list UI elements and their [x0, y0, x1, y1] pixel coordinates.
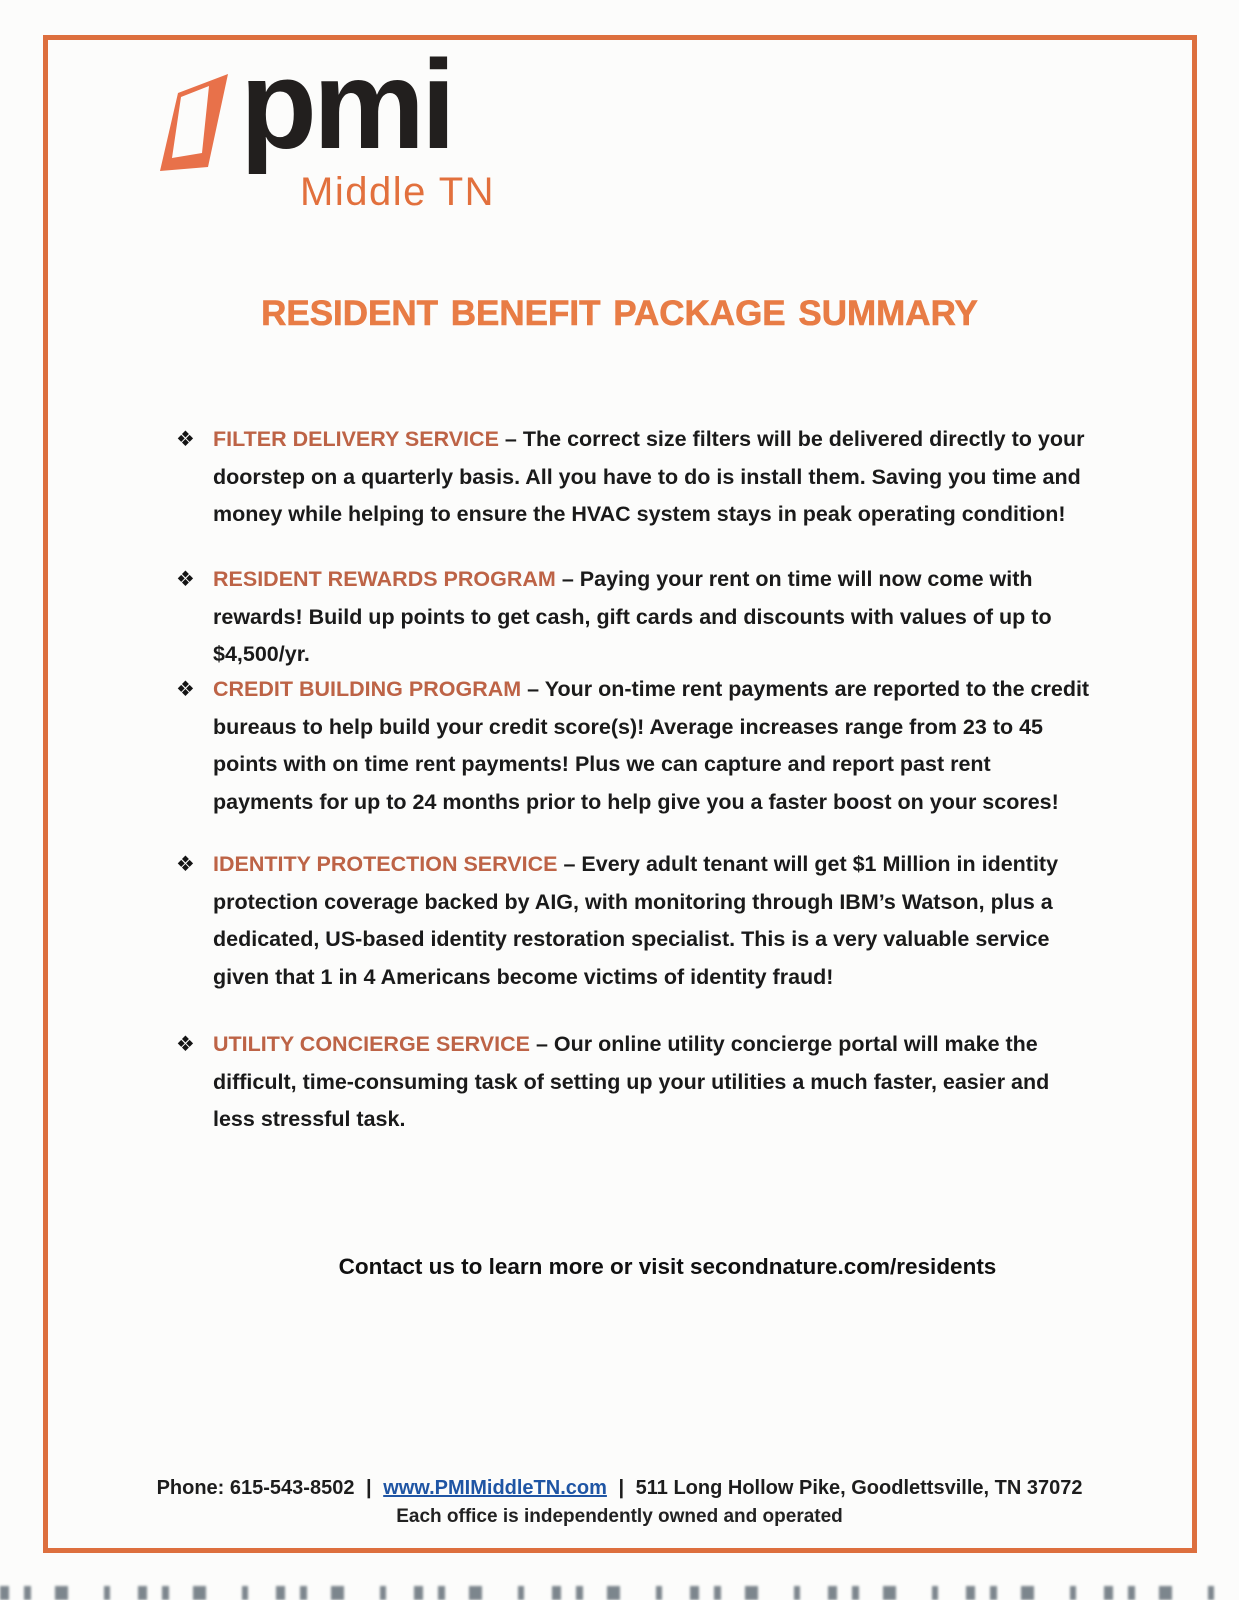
benefit-text: [213, 846, 1092, 996]
diamond-bullet-icon: ❖: [176, 1033, 195, 1056]
pmi-flag-logo-icon: [156, 68, 246, 178]
benefit-item-filter-delivery: [176, 421, 1092, 534]
benefit-heading: IDENTITY PROTECTION SERVICE: [213, 852, 558, 876]
contact-line: Contact us to learn more or visit secondnature.com/residents: [338, 1254, 997, 1279]
benefit-body: Every adult tenant will get $1 Million in identity protection coverage backed by AIG, with monitoring through IBM’s Watson, plus a dedicated, US-based identity restoration specialist. This is a very valuable service given that 1 in 4 Americans become victims of identity fraud!: [213, 852, 1059, 989]
benefit-text: [213, 561, 1092, 674]
benefit-text: [213, 671, 1092, 821]
brand-name: pmi: [240, 34, 453, 175]
benefit-body: The correct size filters will be delivered directly to your doorstep on a quarterly basis. All you have to do is install them. Saving you time and money while helping to ensure the HVAC system stays in peak operating condition!: [213, 427, 1085, 526]
benefit-heading: UTILITY CONCIERGE SERVICE: [213, 1032, 530, 1056]
benefit-item-credit-building: [176, 671, 1092, 821]
dash-separator: –: [504, 427, 517, 451]
footer-contact-row: [0, 1477, 1239, 1500]
benefit-text: [213, 421, 1092, 534]
diamond-bullet-icon: ❖: [176, 428, 195, 451]
benefit-heading: CREDIT BUILDING PROGRAM: [213, 677, 522, 701]
document-title: RESIDENT BENEFIT PACKAGE SUMMARY: [261, 294, 978, 333]
diamond-bullet-icon: ❖: [176, 568, 195, 591]
footer-tagline: Each office is independently owned and operated: [396, 1506, 843, 1527]
scan-edge-artifact: [0, 1586, 1239, 1600]
benefit-text: [213, 1026, 1092, 1139]
diamond-bullet-icon: ❖: [176, 853, 195, 876]
benefit-item-resident-rewards: [176, 561, 1092, 674]
diamond-bullet-icon: ❖: [176, 678, 195, 701]
footer-address: 511 Long Hollow Pike, Goodlettsville, TN 37072: [635, 1477, 1083, 1499]
dash-separator: –: [527, 677, 540, 701]
benefit-body: Our online utility concierge portal will make the difficult, time-consuming task of setting up your utilities a much faster, easier and less stressful task.: [213, 1032, 1050, 1131]
footer-phone: Phone: 615-543-8502: [156, 1477, 355, 1499]
benefit-body: Paying your rent on time will now come with rewards! Build up points to get cash, gift cards and discounts with values of up to $4,500/yr.: [213, 567, 1052, 666]
dash-separator: –: [561, 567, 574, 591]
benefit-heading: FILTER DELIVERY SERVICE: [213, 427, 499, 451]
benefit-item-utility-concierge: [176, 1026, 1092, 1139]
benefit-heading: RESIDENT REWARDS PROGRAM: [213, 567, 556, 591]
dash-separator: –: [563, 852, 576, 876]
benefit-item-identity-protection: [176, 846, 1092, 996]
footer-separator: |: [618, 1477, 625, 1499]
footer-website-link[interactable]: www.PMIMiddleTN.com: [383, 1477, 607, 1499]
brand-region: Middle TN: [300, 170, 496, 214]
footer-separator: |: [366, 1477, 372, 1499]
benefit-body: Your on-time rent payments are reported to the credit bureaus to help build your credit score(s)! Average increases range from 23 to 45 points with on time rent payments! Plus we can capture and report past rent payments for up to 24 months prior to help give you a faster boost on your scores!: [213, 677, 1090, 814]
dash-separator: –: [535, 1032, 548, 1056]
